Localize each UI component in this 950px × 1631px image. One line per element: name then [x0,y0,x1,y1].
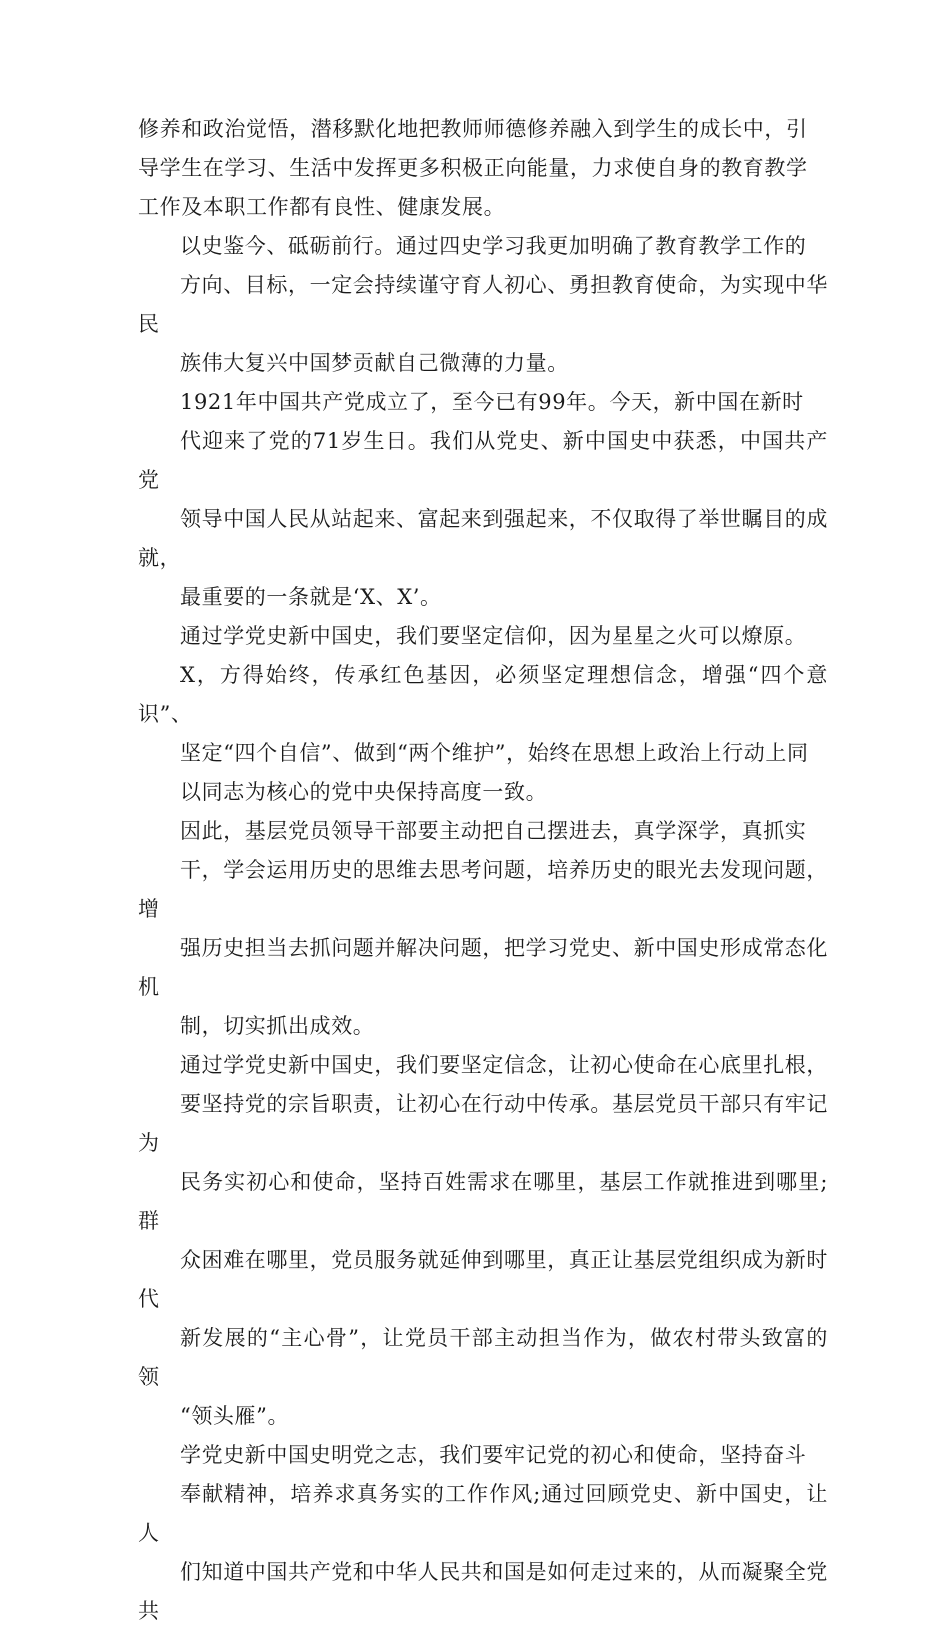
text-line: 强历史担当去抓问题并解决问题，把学习党史、新中国史形成常态化机 [138,936,828,999]
text-line: 众困难在哪里，党员服务就延伸到哪里，真正让基层党组织成为新时代 [138,1248,828,1311]
text-line: 新发展的“主心骨”，让党员干部主动担当作为，做农村带头致富的领 [138,1326,828,1389]
text-line: 最重要的一条就是‘X、X’。 [180,585,442,609]
body-paragraph [138,383,828,617]
body-paragraph [138,1436,828,1631]
text-line: 制，切实抓出成效。 [180,1014,375,1038]
text-line: 干，学会运用历史的思维去思考问题，培养历史的眼光去发现问题，增 [138,858,828,921]
text-line: 族伟大复兴中国梦贡献自己微薄的力量。 [180,351,569,375]
body-paragraph [138,227,828,383]
text-line: 代迎来了党的71岁生日。我们从党史、新中国史中获悉，中国共产党 [138,429,828,492]
text-line: 工作及本职工作都有良性、健康发展。 [138,195,506,219]
text-line: 学党史新中国史明党之志，我们要牢记党的初心和使命，坚持奋斗 [180,1443,807,1467]
text-line: 领导中国人民从站起来、富起来到强起来，不仅取得了举世瞩目的成就， [138,507,828,570]
text-line: 方向、目标，一定会持续谨守育人初心、勇担教育使命，为实现中华民 [138,273,828,336]
text-line: 1921年中国共产党成立了，至今已有99年。今天，新中国在新时 [180,390,804,414]
text-line: “领头雁”。 [180,1404,290,1428]
body-paragraph [138,812,828,1046]
text-line: 要坚持党的宗旨职责，让初心在行动中传承。基层党员干部只有牢记为 [138,1092,828,1155]
text-line: 通过学党史新中国史，我们要坚定信念，让初心使命在心底里扎根， [180,1053,828,1077]
text-line: 因此，基层党员领导干部要主动把自己摆进去，真学深学，真抓实 [180,819,807,843]
text-line: 通过学党史新中国史，我们要坚定信仰，因为星星之火可以燎原。 [180,624,807,648]
text-line: 奉献精神，培养求真务实的工作作风;通过回顾党史、新中国史，让人 [138,1482,828,1545]
text-line: 导学生在学习、生活中发挥更多积极正向能量，力求使自身的教育教学 [138,156,808,180]
body-paragraph [138,617,828,812]
body-paragraph [138,1046,828,1436]
document-page [138,110,828,1631]
text-line: 民务实初心和使命，坚持百姓需求在哪里，基层工作就推进到哪里;群 [138,1170,828,1233]
text-line: 以同志为核心的党中央保持高度一致。 [180,780,548,804]
text-line: 修养和政治觉悟，潜移默化地把教师师德修养融入到学生的成长中，引 [138,117,808,141]
body-paragraph [138,110,828,227]
text-line: 坚定“四个自信”、做到“两个维护”，始终在思想上政治上行动上同 [180,741,809,765]
text-line: 以史鉴今、砥砺前行。通过四史学习我更加明确了教育教学工作的 [180,234,807,258]
text-line: X，方得始终，传承红色基因，必须坚定理想信念，增强“四个意识”、 [138,663,828,726]
text-line: 们知道中国共产党和中华人民共和国是如何走过来的，从而凝聚全党共 [138,1560,828,1623]
